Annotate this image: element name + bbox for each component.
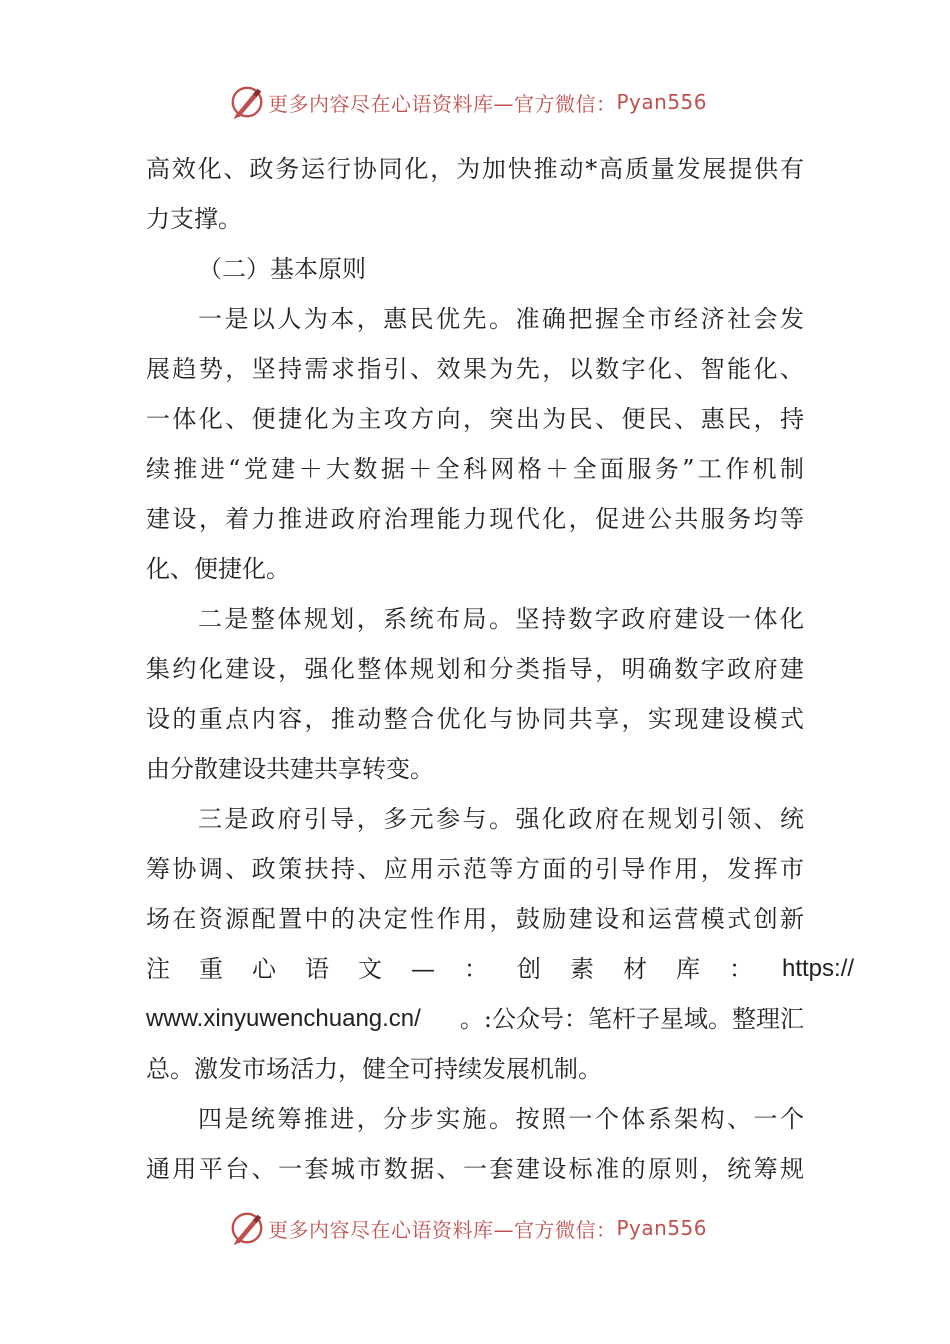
text-line: 展趋势，坚持需求指引、效果为先，以数字化、智能化、: [146, 355, 804, 383]
section-heading: （二）基本原则: [198, 255, 366, 283]
text-line: 总。激发市场活力，健全可持续发展机制。: [146, 1055, 602, 1083]
text-line: 筹协调、政策扶持、应用示范等方面的引导作用，发挥市: [146, 855, 804, 883]
text-line: 二是整体规划，系统布局。坚持数字政府建设一体化: [198, 605, 804, 633]
text-line: 续推进“党建＋大数据＋全科网格＋全面服务”工作机制: [146, 455, 804, 483]
header-banner: [0, 82, 950, 122]
text-line-part: 。:公众号：笔杆子星域。整理汇: [459, 1005, 804, 1033]
text-line: [146, 944, 855, 994]
text-line: [146, 994, 804, 1044]
text-line: 由分散建设共建共享转变。: [146, 755, 434, 783]
wechat-id: Pyan556: [616, 90, 708, 114]
text-line: 四是统筹推进，分步实施。按照一个体系架构、一个: [198, 1105, 804, 1133]
text-line: 场在资源配置中的决定性作用，鼓励建设和运营模式创新: [146, 905, 804, 933]
text-line-part: 注重心语文—：创素材库：: [146, 955, 782, 983]
text-line: 化、便捷化。: [146, 555, 290, 583]
url-part: www.xinyuwenchuang.cn/: [146, 1005, 421, 1032]
text-line: 三是政府引导，多元参与。强化政府在规划引领、统: [198, 805, 804, 833]
wechat-id: Pyan556: [616, 1216, 708, 1240]
text-line: 设的重点内容，推动整合优化与协同共享，实现建设模式: [146, 705, 804, 733]
text-line: 力支撑。: [146, 205, 242, 233]
text-line: 一是以人为本，惠民优先。准确把握全市经济社会发: [198, 305, 804, 333]
pen-logo-icon: [228, 83, 266, 121]
document-body: [146, 144, 855, 1194]
footer-banner: [0, 1208, 950, 1248]
pen-logo-icon: [228, 1209, 266, 1247]
banner-text: 更多内容尽在心语资料库—官方微信：: [268, 1217, 617, 1242]
text-line: 建设，着力推进政府治理能力现代化，促进公共服务均等: [146, 505, 804, 533]
banner-text: 更多内容尽在心语资料库—官方微信：: [268, 91, 617, 116]
text-line: 一体化、便捷化为主攻方向，突出为民、便民、惠民，持: [146, 405, 804, 433]
url-part: https://: [782, 955, 855, 982]
text-line: 通用平台、一套城市数据、一套建设标准的原则，统筹规: [146, 1155, 804, 1183]
text-line: 集约化建设，强化整体规划和分类指导，明确数字政府建: [146, 655, 804, 683]
text-line: 高效化、政务运行协同化，为加快推动*高质量发展提供有: [146, 155, 804, 183]
